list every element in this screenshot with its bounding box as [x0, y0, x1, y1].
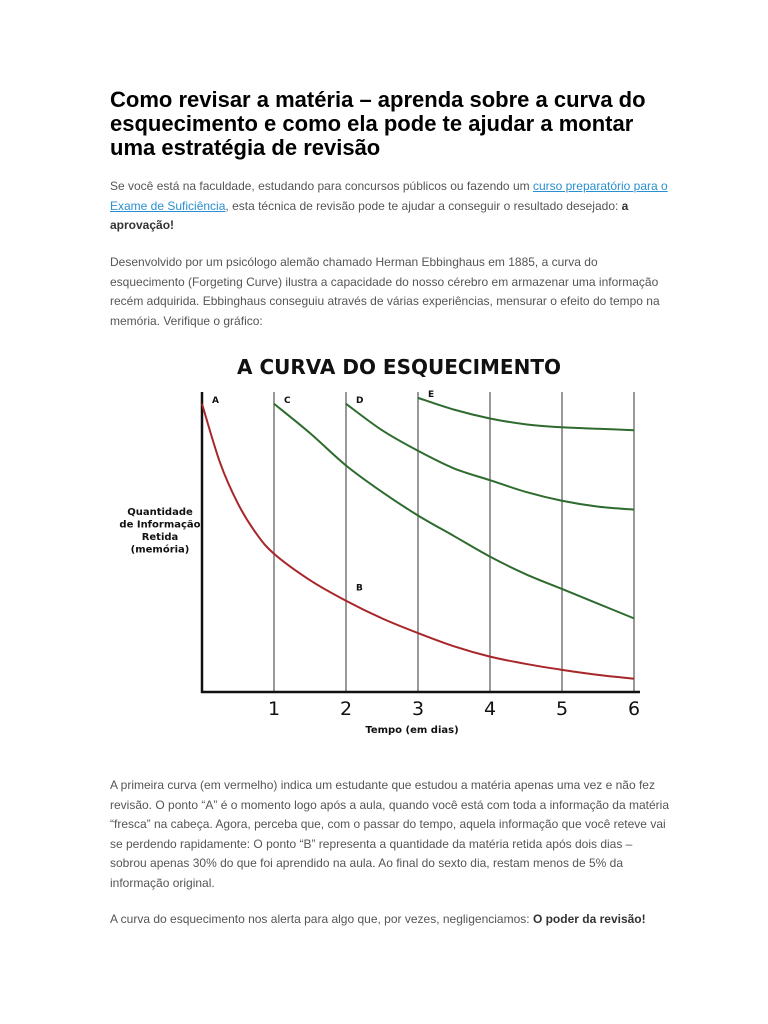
curve-d — [346, 404, 634, 510]
curve-e — [418, 398, 634, 430]
curve-label-c: C — [284, 395, 291, 406]
curve-a — [202, 404, 634, 679]
conclusion-paragraph — [110, 910, 670, 930]
curve-label-d: D — [356, 395, 364, 406]
y-axis-title-line: Quantidade — [127, 507, 193, 518]
intro-text-after: , esta técnica de revisão pode te ajudar a conseguir o resultado desejado: — [225, 198, 622, 213]
y-axis-title-line: (memória) — [130, 544, 190, 556]
ebbinghaus-paragraph: Desenvolvido por um psicólogo alemão chamado Herman Ebbinghaus em 1885, a curva do esquecimento (Forgeting Curve) ilustra a capacidade do nosso cérebro em armazenar uma informação recém adquirida. Ebbinghaus conseguiu através de várias experiências, mensurar o efeito do tempo na memória. Verifique o gráfico: — [110, 255, 660, 328]
curve-labels — [212, 390, 434, 594]
axes — [201, 389, 640, 693]
x-tick-labels — [268, 698, 640, 720]
chart-title: A CURVA DO ESQUECIMENTO — [237, 355, 561, 379]
curve-c — [274, 404, 634, 619]
x-axis-title: Tempo (em dias) — [365, 725, 459, 736]
intro-text-before: Se você está na faculdade, estudando para concursos públicos ou fazendo um — [110, 179, 533, 193]
x-tick-label: 2 — [339, 698, 353, 720]
intro-bold: a aprovação! — [110, 198, 629, 233]
curve-label-e: E — [428, 389, 435, 400]
intro-paragraph — [110, 177, 670, 236]
curve-label-a: A — [212, 395, 219, 406]
conclusion-text: A curva do esquecimento nos alerta para algo que, por vezes, negligenciamos: — [110, 912, 533, 926]
x-tick-label: 3 — [411, 698, 425, 720]
x-tick-label: 4 — [483, 698, 497, 720]
x-tick-label: 6 — [627, 698, 641, 720]
first-curve-paragraph: A primeira curva (em vermelho) indica um estudante que estudou a matéria apenas uma vez e não fez revisão. O ponto “A” é o momento logo após a aula, quando você está com toda a informação da matéria “fresca” na cabeça. Agora, perceba que, com o passar do tempo, aquela informação que você reteve vai se perdendo rapidamente: O ponto “B” representa a quantidade da matéria retida após dois dias – sobrou apenas 30% do que foi aprendido na aula. Ao final do sexto dia, restam menos de 5% da informação original. — [110, 778, 669, 890]
x-tick-label: 1 — [267, 698, 281, 720]
course-link[interactable]: curso preparatório para o Exame de Suficiência — [110, 179, 668, 213]
x-tick-label: 5 — [555, 698, 569, 720]
y-axis-title-line: de Informação — [119, 519, 201, 531]
y-axis-title — [119, 507, 200, 556]
point-label-b: B — [356, 583, 363, 594]
conclusion-bold: O poder da revisão! — [532, 912, 646, 926]
y-axis-title-line: Retida — [141, 532, 179, 543]
series-lines — [202, 395, 634, 679]
article-title: Como revisar a matéria – aprenda sobre a curva do esquecimento e como ela pode te ajudar a montar uma estratégia de revisão — [110, 87, 646, 160]
grid-lines — [274, 389, 634, 692]
